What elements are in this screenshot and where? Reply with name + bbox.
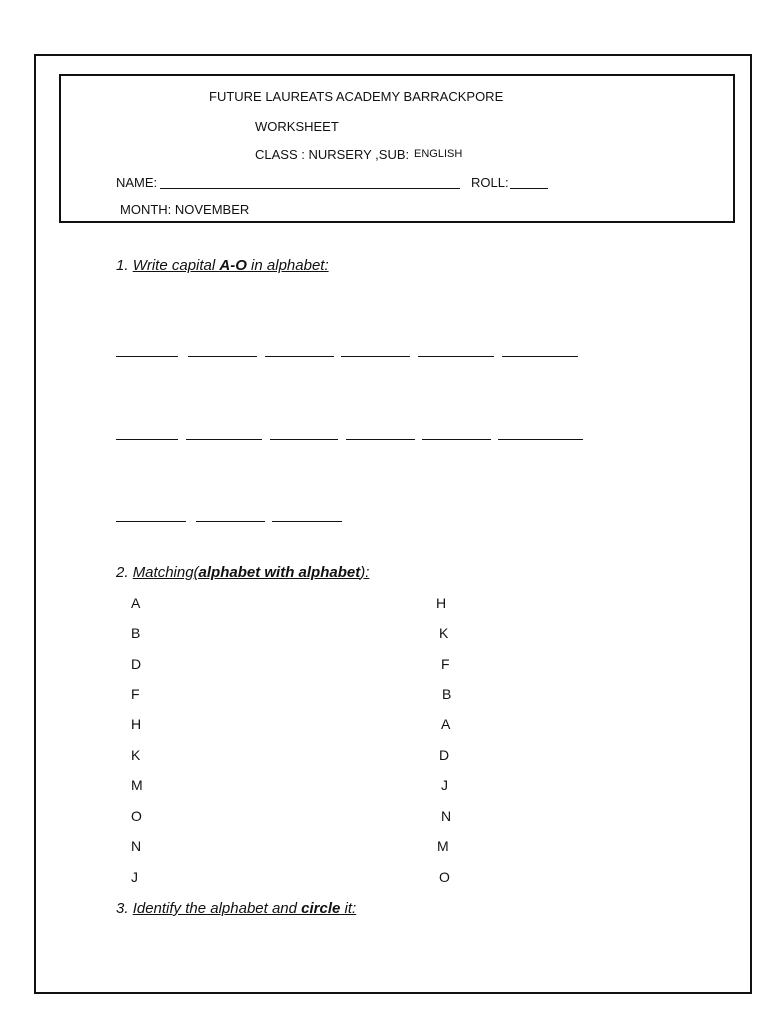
answer-blank[interactable] <box>188 356 257 357</box>
name-label: NAME: <box>116 175 158 190</box>
question-3-text: Identify the alphabet and circle it: <box>132 900 357 917</box>
match-left-letter: O <box>131 808 142 824</box>
answer-blank[interactable] <box>422 439 491 440</box>
answer-blank[interactable] <box>498 439 583 440</box>
match-right-letter: H <box>436 595 447 611</box>
match-right-letter: B <box>442 686 452 702</box>
answer-blank[interactable] <box>116 521 186 522</box>
question-1 <box>116 258 329 273</box>
school-name: FUTURE LAUREATS ACADEMY BARRACKPORE <box>209 89 504 104</box>
match-right-letter: N <box>441 808 452 824</box>
class-label: CLASS : NURSERY ,SUB: <box>255 147 410 162</box>
roll-label: ROLL: <box>471 175 509 190</box>
question-2-text: Matching(alphabet with alphabet): <box>132 564 370 581</box>
name-blank[interactable] <box>160 188 460 189</box>
roll-blank[interactable] <box>510 188 548 189</box>
match-right-letter: K <box>439 625 449 641</box>
answer-blank[interactable] <box>272 521 342 522</box>
match-right-letter: M <box>437 838 449 854</box>
question-1-text: Write capital A-O in alphabet: <box>132 257 329 274</box>
match-right-letter: F <box>441 656 450 672</box>
answer-blank[interactable] <box>265 356 334 357</box>
answer-blank[interactable] <box>502 356 578 357</box>
subject-value: ENGLISH <box>414 148 463 160</box>
match-left-letter: B <box>131 625 141 641</box>
answer-blank[interactable] <box>346 439 415 440</box>
question-3-number: 3. <box>116 900 129 917</box>
match-left-letter: F <box>131 686 140 702</box>
answer-blank[interactable] <box>270 439 338 440</box>
match-left-letter: K <box>131 747 141 763</box>
question-3 <box>116 901 356 916</box>
match-right-letter: A <box>441 716 451 732</box>
answer-blank[interactable] <box>418 356 494 357</box>
month-label: MONTH: NOVEMBER <box>120 202 250 217</box>
match-left-letter: H <box>131 716 142 732</box>
match-left-letter: M <box>131 777 143 793</box>
match-right-letter: O <box>439 869 450 885</box>
match-left-letter: J <box>131 869 138 885</box>
answer-blank[interactable] <box>341 356 410 357</box>
answer-blank[interactable] <box>116 439 178 440</box>
match-left-letter: A <box>131 595 141 611</box>
answer-blank[interactable] <box>116 356 178 357</box>
worksheet-title: WORKSHEET <box>255 119 339 134</box>
match-left-letter: D <box>131 656 142 672</box>
answer-blank[interactable] <box>186 439 262 440</box>
question-2 <box>116 565 369 580</box>
match-right-letter: D <box>439 747 450 763</box>
match-left-letter: N <box>131 838 142 854</box>
question-2-number: 2. <box>116 564 129 581</box>
match-right-letter: J <box>441 777 448 793</box>
question-1-number: 1. <box>116 257 129 274</box>
answer-blank[interactable] <box>196 521 265 522</box>
